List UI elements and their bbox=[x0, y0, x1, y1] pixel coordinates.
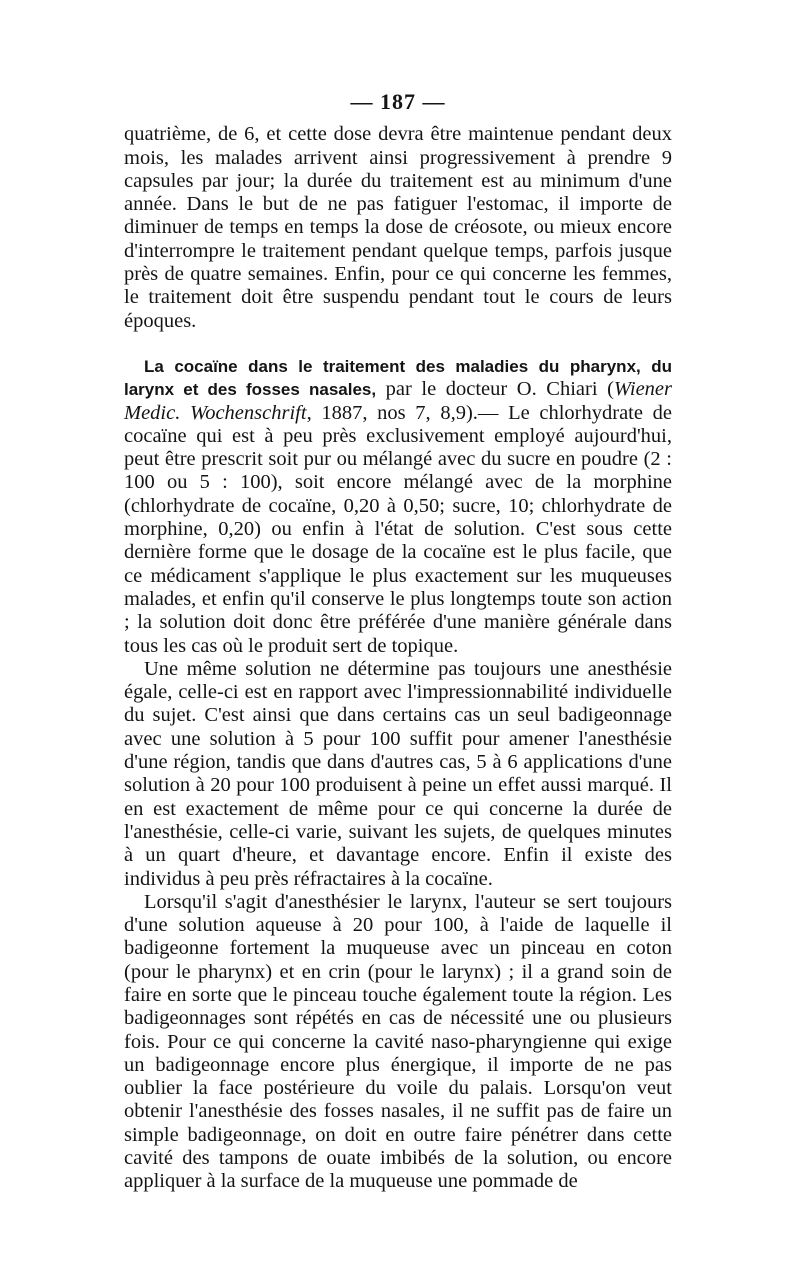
article-paragraph-3: Lorsqu'il s'agit d'anesthésier le larynx, l'auteur se sert toujours d'une solution aqueuse à 20 pour 100, à l'aide de laquelle il badigeonne fortement la muqueuse avec un pinceau en coton (pour le pharynx) et en crin (pour le larynx) ; il a grand soin de faire en sorte que le pinceau touche également toute la région. Les badigeonnages sont répétés en cas de nécessité une ou plusieurs fois. Pour ce qui concerne la cavité naso-pharyngienne qui exige un badigeonnage encore plus énergique, il importe de ne pas oublier la face postérieure du voile du palais. Lorsqu'on veut obtenir l'anesthésie des fosses nasales, il ne suffit pas de faire un simple badigeonnage, on doit en outre faire pénétrer dans cette cavité des tampons de ouate imbibés de la solution, ou encore appliquer à la surface de la muqueuse une pommade de bbox=[124, 890, 672, 1193]
article-lead-text: Le chlorhydrate de cocaïne qui est à peu près exclusivement employé aujourd'hui, peut être prescrit soit pur ou mélangé avec du sucre en poudre (2 : 100 ou 5 : 100), soit encore mélangé avec de la morphine (chlorhydrate de cocaïne, 0,20 à 0,50; sucre, 10; chlorhydrate de morphine, 0,20) ou enfin à l'état de solution. C'est sous cette dernière forme que le dosage de la cocaïne est le plus facile, que ce médicament s'applique le plus exactement sur les muqueuses malades, et enfin qu'il conserve le plus longtemps toute son action ; la solution doit donc être préférée d'une manière générale dans tous les cas où le produit sert de topique. bbox=[124, 401, 672, 657]
page-number: — 187 — bbox=[350, 89, 446, 114]
article-first-paragraph bbox=[124, 355, 672, 658]
section-gap bbox=[124, 333, 672, 355]
document-page bbox=[124, 90, 672, 1194]
journal-citation: , 1887, nos 7, 8,9).— bbox=[306, 401, 509, 424]
continued-paragraph: quatrième, de 6, et cette dose devra être maintenue pendant deux mois, les malades arrivent ainsi progressivement à prendre 9 capsules par jour; la durée du traitement est au minimum d'une année. Dans le but de ne pas fatiguer l'estomac, il importe de diminuer de temps en temps la dose de créosote, ou mieux encore d'interrompre le traitement pendant quelque temps, parfois jusque près de quatre semaines. Enfin, pour ce qui concerne les femmes, le traitement doit être suspendu pendant tout le cours de leurs époques. bbox=[124, 123, 672, 332]
article-paragraph-2: Une même solution ne détermine pas toujours une anesthésie égale, celle-ci est en rapport avec l'impressionnabilité individuelle du sujet. C'est ainsi que dans certains cas un seul badigeonnage avec une solution à 5 pour 100 suffit pour amener l'anesthésie d'une région, tandis que dans d'autres cas, 5 à 6 applications d'une solution à 20 pour 100 produisent à peine un effet aussi marqué. Il en est exactement de même pour ce qui concerne la durée de l'anesthésie, celle-ci varie, suivant les sujets, de quelques minutes à un quart d'heure, et davantage encore. Enfin il existe des individus à peu près réfractaires à la cocaïne. bbox=[124, 657, 672, 890]
article-heading: La cocaïne dans le traitement des maladies du pharynx, du larynx et des fosses nasales, bbox=[124, 356, 672, 400]
journal-title: Wiener Medic. Wochenschrift bbox=[124, 378, 672, 424]
article-byline: par le docteur O. Chiari ( bbox=[376, 378, 614, 401]
